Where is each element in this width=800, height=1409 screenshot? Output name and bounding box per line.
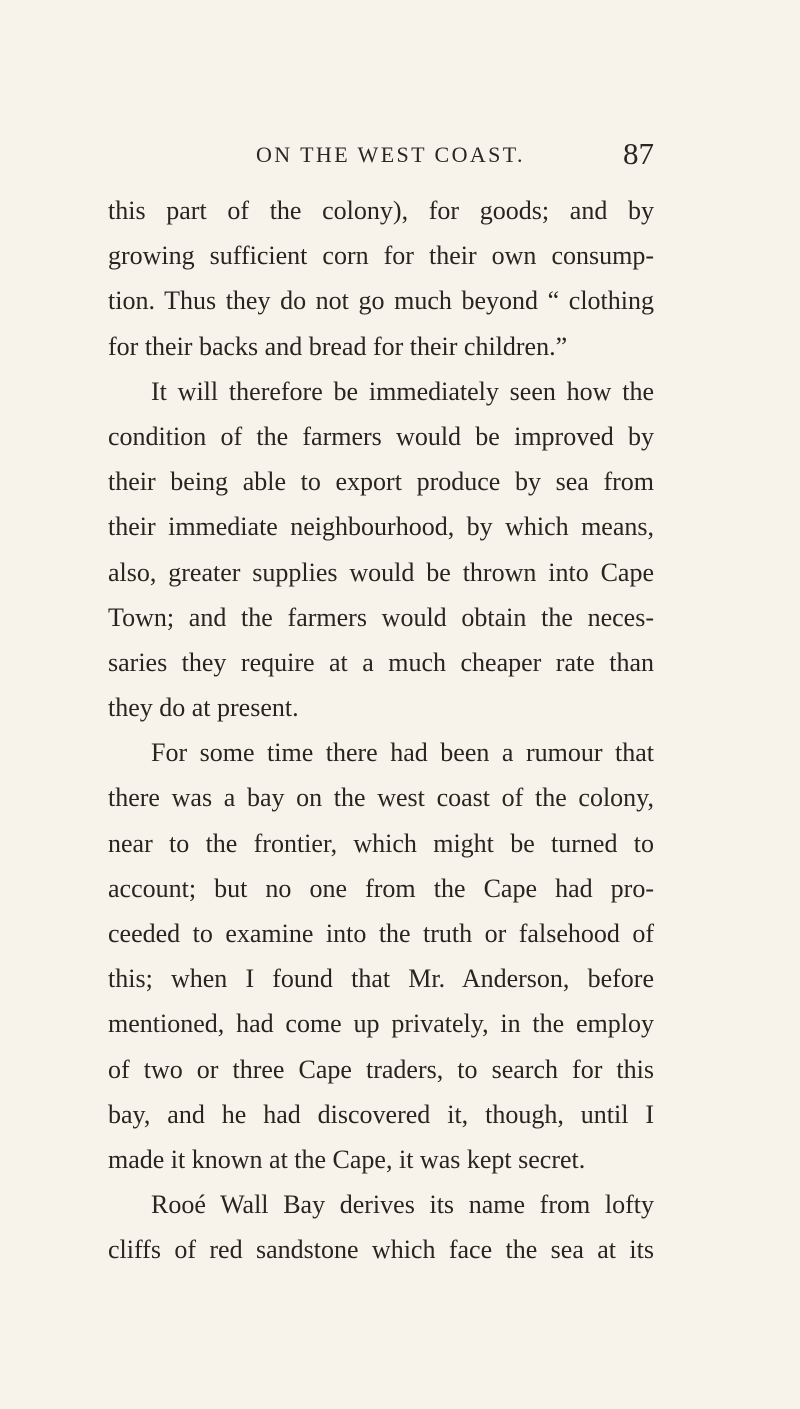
text-line: this; when I found that Mr. Anderson, before [108,964,654,994]
text-line: cliffs of red sandstone which face the sea at its [108,1235,654,1265]
text-line: growing sufficient corn for their own consump- [108,241,654,271]
text-line: Rooé Wall Bay derives its name from lofty [151,1190,654,1220]
text-line: they do at present. [108,693,299,723]
text-line: for their backs and bread for their children.” [108,331,568,361]
text-line: It will therefore be immediately seen how the [151,376,654,406]
text-line: also, greater supplies would be thrown into Cape [108,557,654,587]
text-line: this part of the colony), for goods; and by [108,196,654,225]
text-line: mentioned, had come up privately, in the employ [108,1009,654,1039]
running-title: ON THE WEST COAST. [256,142,525,167]
text-line: Town; and the farmers would obtain the neces- [108,602,654,632]
text-line: tion. Thus they do not go much beyond “ clothing [108,286,654,316]
text-line: there was a bay on the west coast of the colony, [108,783,654,813]
text-line: their being able to export produce by sea from [108,467,654,497]
text-line: near to the frontier, which might be turned to [108,828,654,858]
text-line: of two or three Cape traders, to search for this [108,1054,654,1084]
text-line: ceeded to examine into the truth or falsehood of [108,919,654,948]
text-line: saries they require at a much cheaper rate than [108,647,654,677]
body-text [108,188,654,1273]
text-line: For some time there had been a rumour that [151,738,654,768]
page-number: 87 [623,136,654,171]
running-head [108,136,654,182]
text-line: their immediate neighbourhood, by which means, [108,512,654,542]
text-line: condition of the farmers would be improved by [108,421,654,451]
text-line: made it known at the Cape, it was kept secret. [108,1144,586,1174]
text-line: account; but no one from the Cape had pro- [108,873,654,903]
text-line: bay, and he had discovered it, though, until I [108,1099,654,1129]
